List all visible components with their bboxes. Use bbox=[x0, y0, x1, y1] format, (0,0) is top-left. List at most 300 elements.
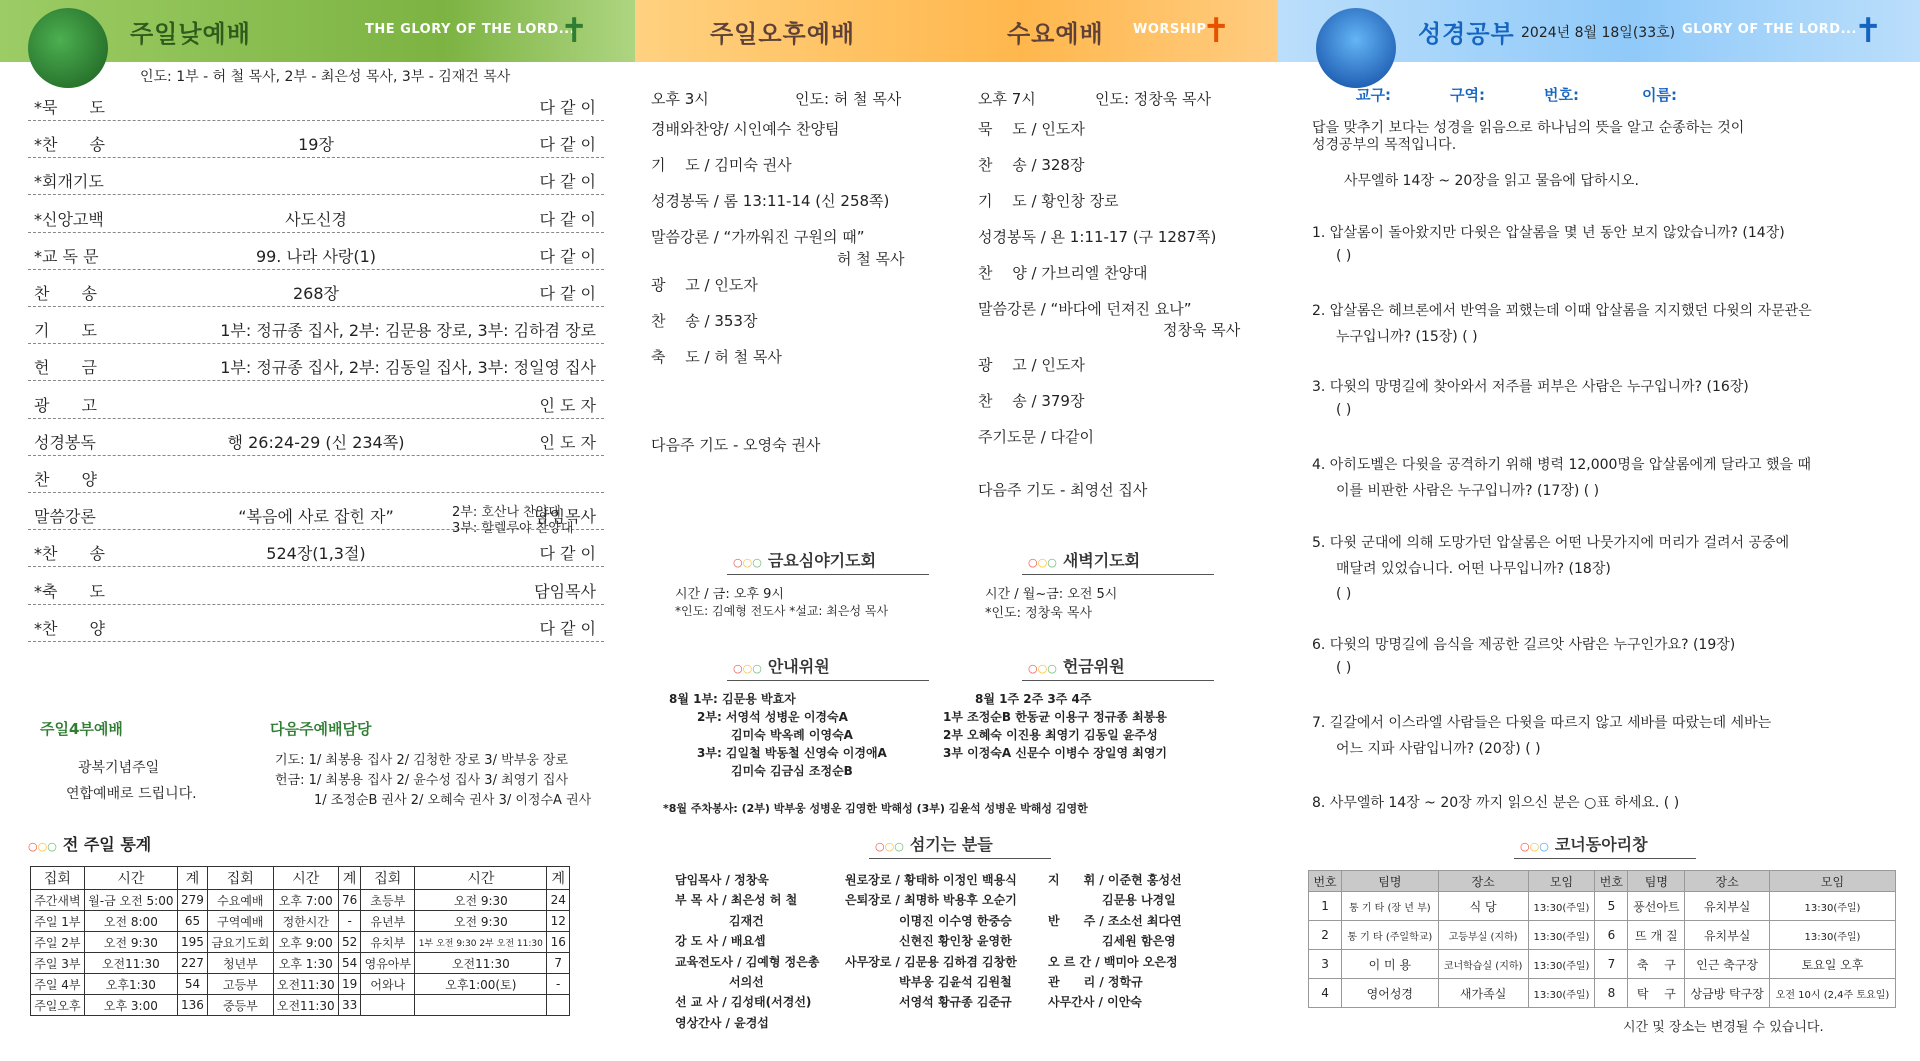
staff-line: 강 도 사 / 배요셉 bbox=[675, 934, 766, 949]
staff-line: 영상간사 / 윤경섭 bbox=[675, 1015, 769, 1030]
wednesday-item: 말씀강론 / “바다에 던져진 요나” bbox=[978, 300, 1192, 318]
club-row bbox=[1309, 892, 1896, 921]
choir-lines bbox=[452, 505, 573, 537]
stats-cell: 주간새벽 bbox=[31, 890, 85, 911]
wednesday-next-prayer: 다음주 기도 - 최영선 집사 bbox=[978, 481, 1148, 499]
order-row bbox=[28, 202, 604, 233]
wednesday-item: 광 고 / 인도자 bbox=[978, 356, 1085, 374]
club-cell: 13:30(주일) bbox=[1528, 921, 1595, 950]
club-cell: 코너학습실 (지하) bbox=[1438, 950, 1528, 979]
header-banner bbox=[635, 0, 1278, 62]
club-row bbox=[1309, 950, 1896, 979]
header-subtitle: GLORY OF THE LORD... bbox=[1682, 22, 1857, 37]
staff-line: 은퇴장로 / 최명하 박용후 오순기 bbox=[845, 893, 1017, 908]
stats-cell: 54 bbox=[338, 953, 360, 974]
order-item-leader: 인 도 자 bbox=[539, 432, 596, 452]
order-item-name: 성경봉독 bbox=[34, 432, 96, 452]
stats-cell: 주일오후 bbox=[31, 995, 85, 1016]
section-title: 금요심야기도회 bbox=[767, 551, 877, 570]
order-item-detail: 268장 bbox=[293, 284, 339, 303]
stats-cell: 24 bbox=[547, 890, 570, 911]
section-title: 안내위원 bbox=[767, 657, 830, 676]
wednesday-item: 기 도 / 황인창 장로 bbox=[978, 192, 1119, 210]
question-text: 7. 길갈에서 이스라엘 사람들은 다윗을 따르지 않고 세바를 따랐는데 세바는 bbox=[1312, 715, 1772, 731]
staff-line: 이명진 이수영 한중승 bbox=[899, 913, 1012, 928]
order-row bbox=[28, 164, 604, 195]
stats-cell: 금요기도회 bbox=[208, 932, 274, 953]
stats-cell: 정한시간 bbox=[273, 911, 338, 932]
order-row bbox=[28, 536, 604, 567]
club-header-row bbox=[1309, 871, 1896, 892]
field-district: 교구: bbox=[1356, 86, 1391, 104]
club-cell: 오전 10시 (2,4주 토요일) bbox=[1769, 979, 1895, 1008]
friday-prayer-title bbox=[727, 548, 929, 575]
stats-header-cell: 시간 bbox=[273, 867, 338, 890]
stats-cell: 주일 4부 bbox=[31, 974, 85, 995]
section-title: 섬기는 분들 bbox=[909, 835, 993, 854]
wednesday-leader: 인도: 정창욱 목사 bbox=[1095, 90, 1212, 108]
dots-icon: ○○○ bbox=[875, 840, 904, 853]
club-header-cell: 팀명 bbox=[1342, 871, 1439, 892]
afternoon-item: 찬 송 / 353장 bbox=[651, 312, 758, 330]
wednesday-item: 주기도문 / 다같이 bbox=[978, 428, 1095, 446]
stats-cell: 초등부 bbox=[361, 890, 415, 911]
order-row bbox=[28, 462, 604, 493]
stats-cell: 주일 1부 bbox=[31, 911, 85, 932]
usher-title bbox=[727, 654, 929, 681]
stats-cell bbox=[547, 995, 570, 1016]
next-week-line: 헌금: 1/ 최봉용 집사 2/ 윤수성 집사 3/ 최영기 집사 bbox=[275, 773, 569, 788]
staff-line: 부 목 사 / 최은성 허 철 bbox=[675, 893, 798, 908]
offering-line: 8월 1주 2주 3주 4주 bbox=[975, 692, 1092, 706]
stats-row bbox=[31, 911, 570, 932]
staff-line: 신현진 황인창 윤영한 bbox=[899, 934, 1012, 949]
club-cell: 13:30(주일) bbox=[1528, 892, 1595, 921]
order-item-leader: 다 같 이 bbox=[539, 135, 596, 155]
parking-line: *8월 주차봉사: (2부) 박부웅 성병운 김영한 박해성 (3부) 김윤석 성병운 박해성 김영한 bbox=[663, 802, 1088, 815]
stats-cell: 76 bbox=[338, 890, 360, 911]
club-cell: 5 bbox=[1595, 892, 1628, 921]
stats-cell: 오후 7:00 bbox=[273, 890, 338, 911]
stats-row bbox=[31, 974, 570, 995]
club-cell: 6 bbox=[1595, 921, 1628, 950]
order-item-detail: 524장(1,3절) bbox=[266, 544, 366, 564]
sunday-worship-panel bbox=[0, 0, 635, 1061]
question-text: 4. 아히도벨은 다윗을 공격하기 위해 병력 12,000명을 압살롬에게 달라고 했을 때 bbox=[1312, 457, 1812, 473]
club-cell: 통 기 타 (주일학교) bbox=[1342, 921, 1439, 950]
stats-cell: 월-금 오전 5:00 bbox=[84, 890, 177, 911]
question-answer-line: 이를 비판한 사람은 누구입니까? (17장) ( ) bbox=[1336, 483, 1600, 499]
order-item-detail: 19장 bbox=[298, 135, 334, 155]
fourth-service-line: 광복기념주일 bbox=[78, 760, 160, 776]
stats-cell: 65 bbox=[177, 911, 207, 932]
wednesday-item: 찬 양 / 가브리엘 찬양대 bbox=[978, 264, 1148, 282]
order-row bbox=[28, 239, 604, 270]
bible-study-panel bbox=[1278, 0, 1920, 1061]
fourth-service-line: 연합예배로 드립니다. bbox=[66, 786, 197, 802]
offering-line: 1부 조정순B 한동균 이용구 정규종 최봉용 bbox=[943, 710, 1167, 724]
afternoon-item: 성경봉독 / 롬 13:11-14 (신 258쪽) bbox=[651, 192, 890, 210]
staff-line: 서의선 bbox=[729, 975, 764, 989]
dots-icon: ○○○ bbox=[733, 556, 762, 569]
order-row bbox=[28, 313, 604, 344]
staff-title bbox=[869, 832, 1051, 859]
friday-line: *인도: 김예형 전도사 *설교: 최은성 목사 bbox=[675, 604, 889, 618]
question-answer-line: ( ) bbox=[1336, 660, 1352, 676]
stats-title bbox=[28, 832, 151, 855]
stats-cell: - bbox=[338, 911, 360, 932]
question-text: 8. 사무엘하 14장 ~ 20장 까지 읽으신 분은 ○표 하세요. ( ) bbox=[1312, 795, 1680, 811]
staff-line: 오 르 간 / 백미아 오은정 bbox=[1048, 954, 1178, 969]
order-item-leader: 다 같 이 bbox=[539, 209, 596, 229]
order-item-name: 기 도 bbox=[34, 321, 97, 341]
stats-cell: 52 bbox=[338, 932, 360, 953]
stats-cell: 청년부 bbox=[208, 953, 274, 974]
question-answer-line: ( ) bbox=[1336, 248, 1352, 264]
club-title bbox=[1514, 832, 1696, 859]
afternoon-item: 말씀강론 / “가까워진 구원의 때” bbox=[651, 228, 865, 246]
globe-icon bbox=[28, 8, 108, 88]
offering-line: 3부 이정숙A 신문수 이병수 장일영 최영기 bbox=[943, 746, 1167, 760]
club-cell: 3 bbox=[1309, 950, 1342, 979]
club-cell: 토요일 오후 bbox=[1769, 950, 1895, 979]
dawn-line: *인도: 정창욱 목사 bbox=[985, 606, 1093, 621]
club-row bbox=[1309, 979, 1896, 1008]
stats-cell: 136 bbox=[177, 995, 207, 1016]
stats-header-cell: 집회 bbox=[31, 867, 85, 890]
club-cell: 13:30(주일) bbox=[1769, 921, 1895, 950]
order-row bbox=[28, 574, 604, 605]
offering-title bbox=[1022, 654, 1214, 681]
club-cell: 8 bbox=[1595, 979, 1628, 1008]
stats-cell: 구역예배 bbox=[208, 911, 274, 932]
globe-icon bbox=[1316, 8, 1396, 88]
stats-cell: 오전11:30 bbox=[84, 953, 177, 974]
fourth-service-title: 주일4부예배 bbox=[40, 720, 123, 738]
stats-cell: 영유아부 bbox=[361, 953, 415, 974]
club-cell: 상금방 탁구장 bbox=[1685, 979, 1770, 1008]
stats-cell: 오후1:30 bbox=[84, 974, 177, 995]
order-item-leader: 다 같 이 bbox=[539, 246, 596, 266]
stats-header-cell: 시간 bbox=[415, 867, 547, 890]
staff-line: 사무간사 / 이안숙 bbox=[1048, 995, 1142, 1010]
question-text: 1. 압살롬이 돌아왔지만 다윗은 압살롬을 몇 년 동안 보지 않았습니까? (14장) bbox=[1312, 225, 1785, 241]
stats-cell: 오전 9:30 bbox=[84, 932, 177, 953]
club-cell: 인근 축구장 bbox=[1685, 950, 1770, 979]
leaders-line: 인도: 1부 - 허 철 목사, 2부 - 최은성 목사, 3부 - 김재건 목사 bbox=[140, 69, 511, 85]
stats-cell: 수요예배 bbox=[208, 890, 274, 911]
stats-cell: 고등부 bbox=[208, 974, 274, 995]
stats-cell: 227 bbox=[177, 953, 207, 974]
afternoon-item: 기 도 / 김미숙 권사 bbox=[651, 156, 792, 174]
stats-cell: 오후 3:00 bbox=[84, 995, 177, 1016]
order-item-detail: 행 26:24-29 (신 234쪽) bbox=[227, 432, 405, 452]
stats-header-cell: 계 bbox=[177, 867, 207, 890]
stats-cell: 오전11:30 bbox=[273, 974, 338, 995]
order-item-name: *찬 송 bbox=[34, 544, 105, 564]
order-item-name: *찬 양 bbox=[34, 618, 105, 638]
stats-cell: 어와나 bbox=[361, 974, 415, 995]
staff-line: 사무장로 / 김문용 김하겸 김창한 bbox=[845, 954, 1017, 969]
answer-blank: ( ) bbox=[1336, 586, 1352, 602]
club-note: 시간 및 장소는 변경될 수 있습니다. bbox=[1623, 1020, 1824, 1035]
order-item-name: 광 고 bbox=[34, 395, 97, 415]
order-item-leader: 담임목사 bbox=[534, 581, 596, 601]
staff-line: 서영석 황규종 김준규 bbox=[899, 995, 1012, 1010]
question-answer-line: 어느 지파 사람입니까? (20장) ( ) bbox=[1336, 741, 1541, 757]
stats-cell: 33 bbox=[338, 995, 360, 1016]
afternoon-item: 경배와찬양/ 시인예수 찬양팀 bbox=[651, 120, 840, 138]
stats-cell: - bbox=[547, 974, 570, 995]
club-cell: 13:30(주일) bbox=[1528, 979, 1595, 1008]
order-item-name: *찬 송 bbox=[34, 135, 105, 155]
stats-cell: 54 bbox=[177, 974, 207, 995]
order-item-leader: 다 같 이 bbox=[539, 618, 596, 638]
stats-cell: 279 bbox=[177, 890, 207, 911]
header-banner bbox=[0, 0, 635, 62]
wednesday-title: 수요예배 bbox=[1007, 20, 1104, 48]
staff-line: 담임목사 / 정창욱 bbox=[675, 873, 769, 887]
afternoon-next-prayer: 다음주 기도 - 오영숙 권사 bbox=[651, 436, 821, 454]
stats-header-cell: 집회 bbox=[208, 867, 274, 890]
stats-cell: 유년부 bbox=[361, 911, 415, 932]
next-week-title: 다음주예배담당 bbox=[270, 720, 372, 738]
afternoon-item: 광 고 / 인도자 bbox=[651, 276, 758, 294]
order-item-leader: 다 같 이 bbox=[539, 284, 596, 303]
club-cell: 2 bbox=[1309, 921, 1342, 950]
club-cell: 영어성경 bbox=[1342, 979, 1439, 1008]
order-item-name: *교 독 문 bbox=[34, 246, 99, 266]
wednesday-item: 찬 송 / 328장 bbox=[978, 156, 1085, 174]
stats-header-row bbox=[31, 867, 570, 890]
dawn-prayer-title bbox=[1022, 548, 1214, 575]
order-row bbox=[28, 425, 604, 456]
issue-date: 2024년 8월 18일(33호) bbox=[1521, 25, 1676, 41]
staff-line: 반 주 / 조소선 최다연 bbox=[1048, 913, 1182, 928]
order-row bbox=[28, 388, 604, 419]
stats-cell: 7 bbox=[547, 953, 570, 974]
afternoon-title: 주일오후예배 bbox=[710, 20, 856, 48]
wednesday-time: 오후 7시 bbox=[978, 90, 1036, 108]
club-cell: 뜨 개 질 bbox=[1628, 921, 1685, 950]
stats-cell: 오전11:30 bbox=[273, 995, 338, 1016]
stats-cell: 16 bbox=[547, 932, 570, 953]
order-row bbox=[28, 276, 604, 307]
stats-cell: 오후 1:30 bbox=[273, 953, 338, 974]
staff-line: 김문용 나경일 bbox=[1102, 893, 1176, 908]
usher-line: 김미숙 박옥례 이영숙A bbox=[731, 728, 853, 742]
club-header-cell: 장소 bbox=[1685, 871, 1770, 892]
staff-line: 관 리 / 정학규 bbox=[1048, 975, 1143, 989]
intro-line: 답을 맞추기 보다는 성경을 읽음으로 하나님의 뜻을 알고 순종하는 것이 bbox=[1312, 120, 1745, 136]
instruction: 사무엘하 14장 ~ 20장을 읽고 물음에 답하시오. bbox=[1344, 173, 1639, 189]
stats-header-cell: 집회 bbox=[361, 867, 415, 890]
stats-row bbox=[31, 932, 570, 953]
intro-line: 성경공부의 목적입니다. bbox=[1312, 137, 1457, 153]
dots-icon: ○○○ bbox=[1028, 662, 1057, 675]
wednesday-item: 찬 송 / 379장 bbox=[978, 392, 1085, 410]
page-title: 주일낮예배 bbox=[130, 20, 251, 48]
club-row bbox=[1309, 921, 1896, 950]
stats-header-cell: 계 bbox=[547, 867, 570, 890]
stats-header-cell: 시간 bbox=[84, 867, 177, 890]
order-row bbox=[28, 90, 604, 121]
staff-line: 원로장로 / 황태하 이정인 백용식 bbox=[845, 873, 1017, 887]
stats-row bbox=[31, 995, 570, 1016]
field-number: 번호: bbox=[1544, 86, 1579, 104]
question-text: 6. 다윗의 망명길에 음식을 제공한 길르앗 사람은 누구인가요? (19장) bbox=[1312, 637, 1736, 653]
club-cell: 유치부실 bbox=[1685, 892, 1770, 921]
question-text: 3. 다윗의 망명길에 찾아와서 저주를 퍼부은 사람은 누구입니까? (16장) bbox=[1312, 379, 1749, 395]
cross-icon: ✝ bbox=[1202, 11, 1231, 51]
friday-line: 시간 / 금: 오후 9시 bbox=[675, 587, 784, 602]
choir-line: 3부: 할렐루야 찬양대 bbox=[452, 521, 574, 536]
stats-cell: 오전 9:30 bbox=[415, 911, 547, 932]
stats-cell: 오전 9:30 bbox=[415, 890, 547, 911]
club-header-cell: 장소 bbox=[1438, 871, 1528, 892]
club-cell: 새가족실 bbox=[1438, 979, 1528, 1008]
next-week-line: 1/ 조정순B 권사 2/ 오혜숙 권사 3/ 이정수A 권사 bbox=[314, 793, 592, 808]
stats-cell: 중등부 bbox=[208, 995, 274, 1016]
field-name: 이름: bbox=[1642, 86, 1677, 104]
club-cell: 통 기 타 (장 년 부) bbox=[1342, 892, 1439, 921]
wednesday-item: 성경봉독 / 욘 1:11-17 (구 1287쪽) bbox=[978, 228, 1217, 246]
club-header-cell: 번호 bbox=[1309, 871, 1342, 892]
stats-cell bbox=[415, 995, 547, 1016]
order-item-name: 말씀강론 bbox=[34, 507, 96, 527]
usher-line: 8월 1부: 김문용 박효자 bbox=[669, 692, 796, 706]
header-subtitle: WORSHIP bbox=[1133, 22, 1207, 37]
order-item-detail: 1부: 정규종 집사, 2부: 김문용 장로, 3부: 김하겸 장로 bbox=[220, 321, 596, 341]
stats-cell: 19 bbox=[338, 974, 360, 995]
afternoon-leader: 인도: 허 철 목사 bbox=[795, 90, 902, 108]
order-item-leader: 담임목사 bbox=[534, 507, 596, 527]
order-row bbox=[28, 611, 604, 642]
order-item-detail: 1부: 정규종 집사, 2부: 김동일 집사, 3부: 정일영 집사 bbox=[220, 358, 596, 378]
next-week-line: 기도: 1/ 최봉용 집사 2/ 김청한 장로 3/ 박부웅 장로 bbox=[275, 753, 569, 768]
question-answer-line: ( ) bbox=[1336, 402, 1352, 418]
staff-line: 교육전도사 / 김예형 정은총 bbox=[675, 954, 820, 969]
club-cell: 4 bbox=[1309, 979, 1342, 1008]
stats-cell: 오전 8:00 bbox=[84, 911, 177, 932]
stats-cell: 1부 오전 9:30 2부 오전 11:30 bbox=[415, 932, 547, 953]
header-subtitle: THE GLORY OF THE LORD... bbox=[365, 22, 576, 37]
afternoon-item: 축 도 / 허 철 목사 bbox=[651, 348, 782, 366]
wednesday-preacher: 정창욱 목사 bbox=[1163, 321, 1241, 339]
staff-line: 선 교 사 / 김성태(서경선) bbox=[675, 995, 812, 1010]
stats-table bbox=[30, 866, 570, 1016]
question-answer-line: 누구입니까? (15장) ( ) bbox=[1336, 329, 1478, 345]
club-header-cell: 번호 bbox=[1595, 871, 1628, 892]
dawn-line: 시간 / 월~금: 오전 5시 bbox=[985, 587, 1118, 602]
club-header-cell: 팀명 bbox=[1628, 871, 1685, 892]
club-cell: 7 bbox=[1595, 950, 1628, 979]
wednesday-item: 묵 도 / 인도자 bbox=[978, 120, 1085, 138]
club-cell: 고등부실 (지하) bbox=[1438, 921, 1528, 950]
order-item-detail: 사도신경 bbox=[285, 209, 347, 229]
stats-row bbox=[31, 953, 570, 974]
staff-line: 김세원 함은영 bbox=[1102, 934, 1176, 949]
field-zone: 구역: bbox=[1450, 86, 1485, 104]
club-cell: 13:30(주일) bbox=[1769, 892, 1895, 921]
club-cell: 1 bbox=[1309, 892, 1342, 921]
club-cell: 탁 구 bbox=[1628, 979, 1685, 1008]
order-item-name: *신앙고백 bbox=[34, 209, 104, 229]
afternoon-time: 오후 3시 bbox=[651, 90, 709, 108]
stats-title-text: 전 주일 통계 bbox=[62, 835, 152, 854]
club-table bbox=[1308, 870, 1896, 1008]
stats-body bbox=[31, 890, 570, 1016]
stats-cell bbox=[361, 995, 415, 1016]
order-item-name: *회개기도 bbox=[34, 172, 104, 192]
club-cell: 식 당 bbox=[1438, 892, 1528, 921]
club-header-cell: 모임 bbox=[1769, 871, 1895, 892]
club-cell: 이 미 용 bbox=[1342, 950, 1439, 979]
stats-row bbox=[31, 890, 570, 911]
stats-cell: 주일 2부 bbox=[31, 932, 85, 953]
order-item-name: *묵 도 bbox=[34, 98, 105, 117]
order-item-leader: 다 같 이 bbox=[539, 172, 596, 192]
stats-cell: 오후 9:00 bbox=[273, 932, 338, 953]
cross-icon: ✝ bbox=[1854, 11, 1883, 51]
question-text: 2. 압살롬은 헤브론에서 반역을 꾀했는데 이때 압살롬을 지지했던 다윗의 자문관은 bbox=[1312, 303, 1812, 319]
stats-cell: 195 bbox=[177, 932, 207, 953]
dots-icon: ○○○ bbox=[1028, 556, 1057, 569]
order-item-name: *축 도 bbox=[34, 581, 105, 601]
staff-line: 박부웅 김윤석 김원철 bbox=[899, 975, 1012, 989]
usher-line: 3부: 김일철 박동철 신영숙 이경애A bbox=[697, 746, 887, 760]
section-title: 코너동아리창 bbox=[1554, 835, 1648, 854]
club-cell: 유치부실 bbox=[1685, 921, 1770, 950]
order-item-leader: 다 같 이 bbox=[539, 544, 596, 564]
dots-icon: ○○○ bbox=[28, 840, 57, 853]
cross-icon: ✝ bbox=[560, 11, 589, 51]
order-item-detail: 99. 나라 사랑(1) bbox=[255, 246, 377, 266]
stats-cell: 유치부 bbox=[361, 932, 415, 953]
section-title: 헌금위원 bbox=[1062, 657, 1125, 676]
stats-cell: 오전11:30 bbox=[415, 953, 547, 974]
stats-header-cell: 계 bbox=[338, 867, 360, 890]
order-item-name: 헌 금 bbox=[34, 358, 97, 378]
club-cell: 축 구 bbox=[1628, 950, 1685, 979]
afternoon-wednesday-panel bbox=[635, 0, 1278, 1061]
order-row bbox=[28, 127, 604, 158]
order-item-name: 찬 송 bbox=[34, 284, 97, 303]
offering-line: 2부 오혜숙 이진용 최영기 김동일 윤주성 bbox=[943, 728, 1158, 742]
question-text: 5. 다윗 군대에 의해 도망가던 압살롬은 어떤 나뭇가지에 머리가 걸려서 공중에 bbox=[1312, 535, 1790, 551]
header-banner bbox=[1278, 0, 1920, 62]
club-cell: 풍선아트 bbox=[1628, 892, 1685, 921]
choir-line: 2부: 호산나 찬양대 bbox=[452, 505, 561, 520]
club-cell: 13:30(주일) bbox=[1528, 950, 1595, 979]
order-item-name: 찬 양 bbox=[34, 470, 97, 489]
usher-line: 김미숙 김금심 조정순B bbox=[731, 764, 853, 778]
staff-line: 지 휘 / 이준현 홍성선 bbox=[1048, 873, 1182, 887]
stats-cell: 오후1:00(토) bbox=[415, 974, 547, 995]
stats-cell: 주일 3부 bbox=[31, 953, 85, 974]
usher-line: 2부: 서영석 성병운 이경숙A bbox=[697, 710, 848, 724]
dots-icon: ○○○ bbox=[1520, 840, 1549, 853]
afternoon-preacher: 허 철 목사 bbox=[837, 250, 905, 268]
stats-cell: 12 bbox=[547, 911, 570, 932]
club-header-cell: 모임 bbox=[1528, 871, 1595, 892]
dots-icon: ○○○ bbox=[733, 662, 762, 675]
section-title: 새벽기도회 bbox=[1062, 551, 1141, 570]
club-body bbox=[1309, 892, 1896, 1008]
question-answer-line: 매달려 있었습니다. 어떤 나무입니까? (18장) bbox=[1336, 561, 1611, 577]
order-item-leader: 다 같 이 bbox=[539, 98, 596, 117]
staff-line: 김재건 bbox=[729, 913, 764, 928]
